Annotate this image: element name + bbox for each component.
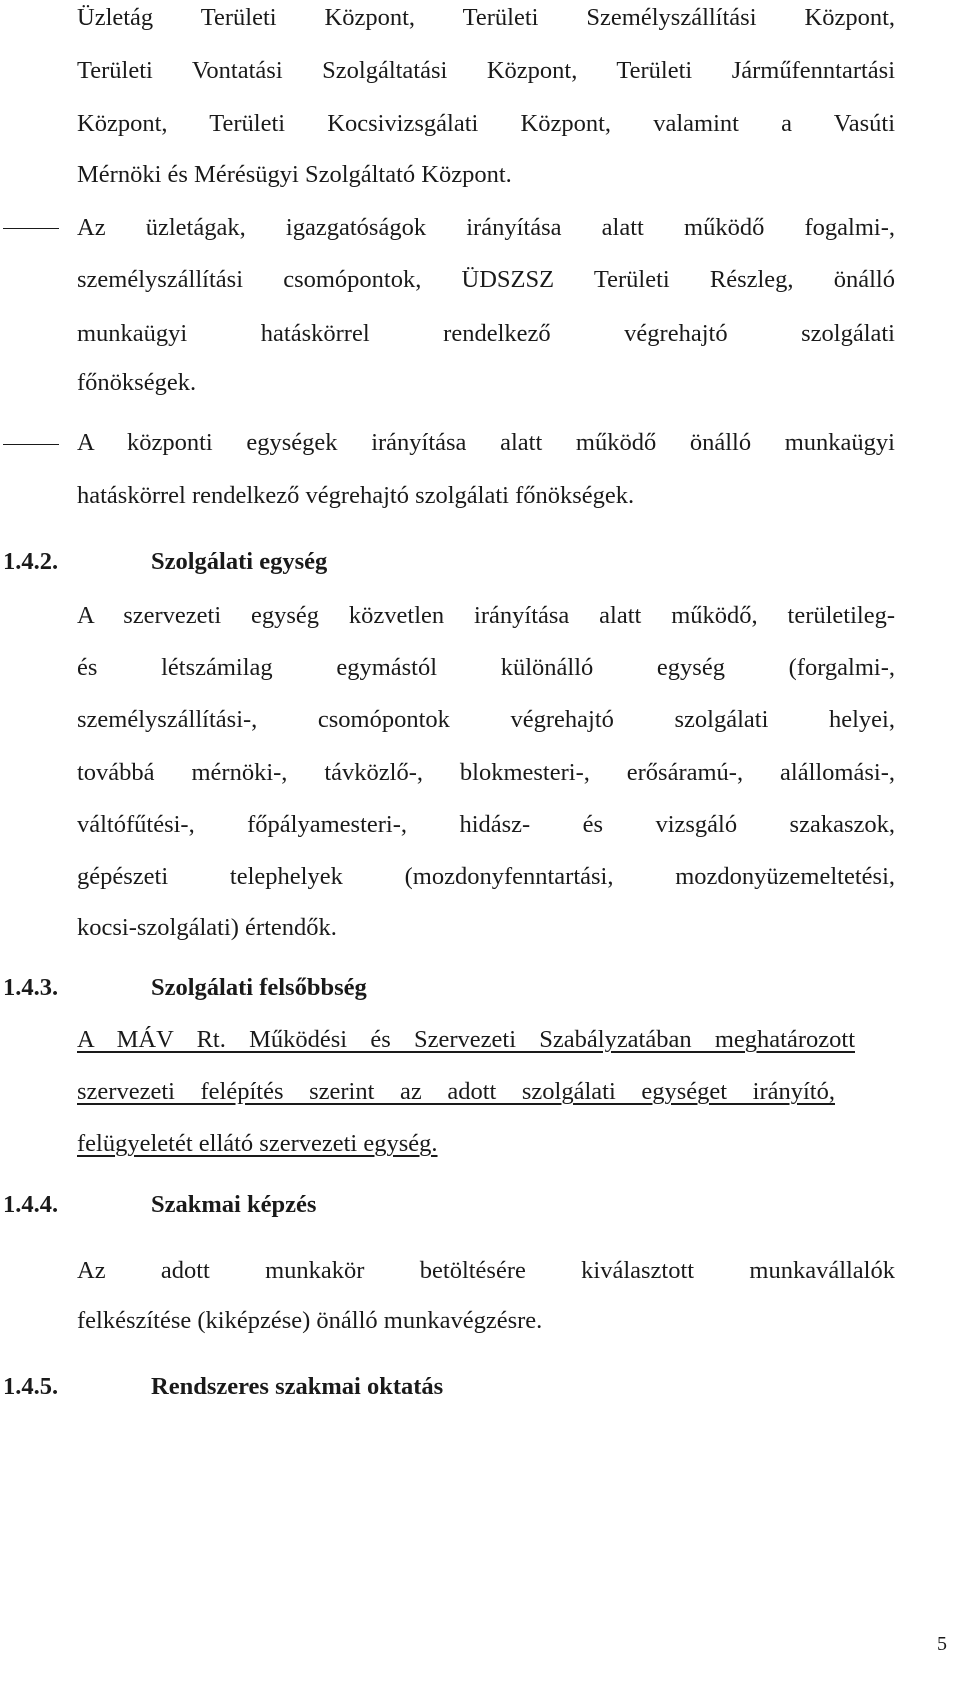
em-dash-bullet (3, 228, 59, 229)
underlined-text-line: szervezeti felépítés szerint az adott szolgálati egységet irányító, (77, 1078, 835, 1105)
section-title: Rendszeres szakmai oktatás (151, 1373, 444, 1400)
underlined-text-line: A MÁV Rt. Működési és Szervezeti Szabályzatában meghatározott (77, 1026, 855, 1053)
section-title: Szolgálati egység (151, 548, 328, 575)
text-line: munkaügyi hatáskörrel rendelkező végrehajtó szolgálati (77, 320, 895, 347)
section-number: 1.4.3. (3, 974, 59, 1001)
section-number: 1.4.2. (3, 548, 59, 575)
text-line: továbbá mérnöki-, távközlő-, blokmesteri-, erősáramú-, alállomási-, (77, 759, 895, 786)
text-line: Üzletág Területi Központ, Területi Személyszállítási Központ, (77, 4, 895, 31)
text-line: Mérnöki és Mérésügyi Szolgáltató Központ. (77, 161, 512, 188)
page-number: 5 (937, 1633, 947, 1655)
text-line: Területi Vontatási Szolgáltatási Központ, Területi Járműfenntartási (77, 57, 895, 84)
text-line: Az adott munkakör betöltésére kiválasztott munkavállalók (77, 1257, 895, 1284)
text-line: és létszámilag egymástól különálló egység (forgalmi-, (77, 654, 895, 681)
text-line: Az üzletágak, igazgatóságok irányítása alatt működő fogalmi-, (77, 214, 895, 241)
section-title: Szolgálati felsőbbség (151, 974, 367, 1001)
text-line: váltófűtési-, főpályamesteri-, hidász- és vizsgáló szakaszok, (77, 811, 895, 838)
section-number: 1.4.5. (3, 1373, 59, 1400)
section-title: Szakmai képzés (151, 1191, 317, 1218)
text-line: főnökségek. (77, 369, 197, 396)
text-line: A szervezeti egység közvetlen irányítása alatt működő, területileg- (77, 602, 895, 629)
text-line: kocsi-szolgálati) értendők. (77, 914, 337, 941)
text-line: felkészítése (kiképzése) önálló munkavégzésre. (77, 1307, 543, 1334)
section-number: 1.4.4. (3, 1191, 59, 1218)
text-line: Központ, Területi Kocsivizsgálati Központ, valamint a Vasúti (77, 110, 895, 137)
text-line: hatáskörrel rendelkező végrehajtó szolgálati főnökségek. (77, 482, 635, 509)
text-line: A központi egységek irányítása alatt működő önálló munkaügyi (77, 429, 895, 456)
text-line: személyszállítási-, csomópontok végrehajtó szolgálati helyei, (77, 706, 895, 733)
text-line: személyszállítási csomópontok, ÜDSZSZ Területi Részleg, önálló (77, 266, 895, 293)
underlined-text-line: felügyeletét ellátó szervezeti egység. (77, 1130, 438, 1157)
text-line: gépészeti telephelyek (mozdonyfenntartási, mozdonyüzemeltetési, (77, 863, 895, 890)
em-dash-bullet (3, 444, 59, 445)
